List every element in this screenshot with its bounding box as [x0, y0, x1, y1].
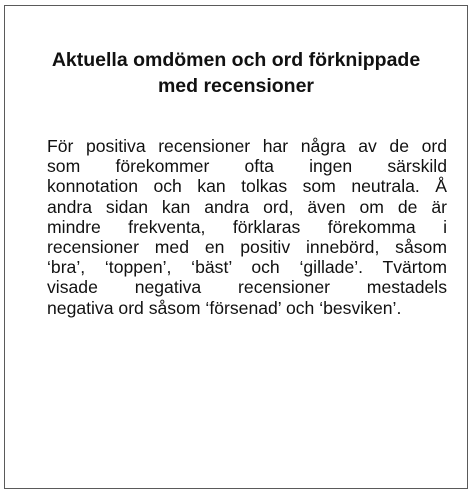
title-line-1: Aktuella omdömen och ord förknippade [51, 49, 421, 71]
body-paragraph [47, 136, 447, 318]
body-line-6: recensioner med en positiv innebörd, såsom [47, 237, 447, 258]
body-line-2: som förekommer ofta ingen särskild [47, 156, 447, 177]
title-line-2: med recensioner [157, 75, 315, 97]
body-line-9: negativa ord såsom ‘försenad’ och ‘besviken’. [47, 297, 402, 318]
body-line-7: ‘bra’, ‘toppen’, ‘bäst’ och ‘gillade’. Tvärtom [47, 257, 447, 278]
body-line-4: andra sidan kan andra ord, även om de är [47, 196, 447, 217]
body-line-5: mindre frekventa, förklaras förekomma i [47, 216, 447, 237]
document-card [4, 5, 468, 489]
document-title [5, 47, 467, 99]
body-line-1: För positiva recensioner har några av de ord [47, 136, 447, 156]
body-line-8: visade negativa recensioner mestadels [47, 277, 447, 298]
body-line-3: konnotation och kan tolkas som neutrala. Å [47, 176, 447, 197]
